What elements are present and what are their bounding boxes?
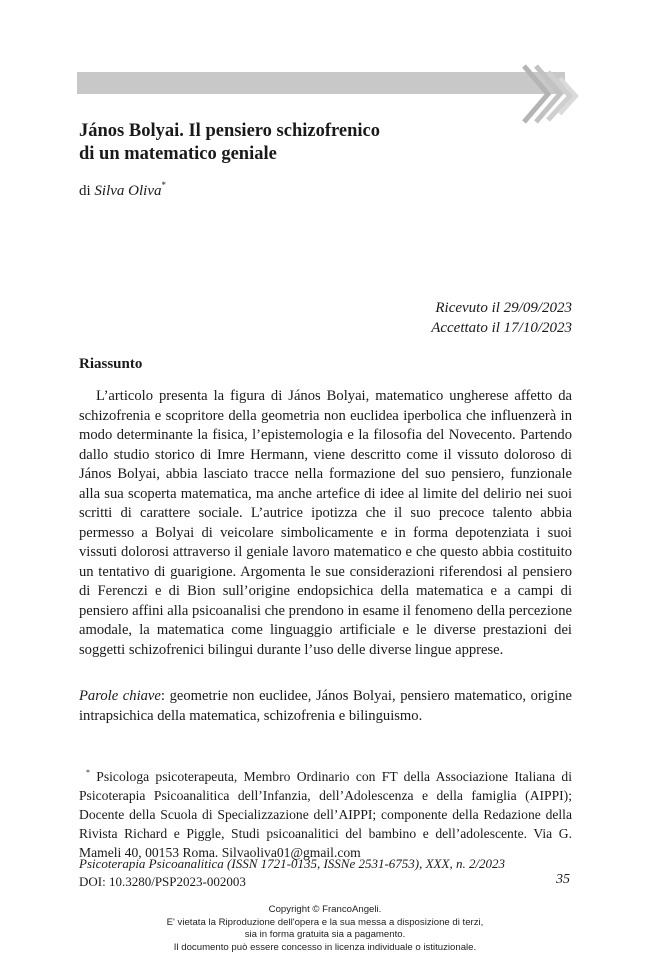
author-footnote-mark: * (161, 180, 166, 190)
header-bar (77, 72, 565, 94)
doi: DOI: 10.3280/PSP2023-002003 (79, 874, 246, 889)
author-name: Silva Oliva (94, 183, 162, 199)
footnote-mark: * (86, 768, 90, 777)
copyright-line-2: E' vietata la Riproduzione dell'opera e la sua messa a disposizione di terzi, (166, 916, 484, 928)
keywords-label: Parole chiave (79, 688, 161, 704)
abstract-text: L’articolo presenta la figura di János Bolyai, matematico ungherese affetto da schizofrenia e scopritore della geometria non euclidea iperbolica che influenzerà in modo determinante la fisica, l’epistemologia e la filosofia del Novecento. Partendo dallo studio storico di Imre Hermann, viene descritto come il vissuto doloroso di János Bolyai, abbia lasciato tracce nella formazione del suo pensiero, funzionale alla sua scoperta matematica, ma anche artefice di idee al limite del delirio nei suoi scritti di carattere sociale. L’autrice ipotizza che il suo precoce talento abbia permesso a Bolyai di veicolare simbolicamente e in forma depotenziata i suoi vissuti dolorosi attraverso il geniale lavoro matematico e che questo abbia costituito un tentativo di guarigione. Argomenta le sue considerazioni riferendosi al pensiero di Ferenczi e di Bion sull’origine endopsichica della matematica e a campi di pensiero affini alla psicoanalisi che prendono in esame il fenomeno della percezione amodale, la matematica come linguaggio artificiale e le diverse prestazioni dei soggetti schizofrenici bilingui durante l’uso delle diverse lingue apprese. (79, 388, 572, 658)
author-footnote (79, 763, 572, 862)
journal-citation: Psicoterapia Psicoanalitica (ISSN 1721-0135, ISSNe 2531-6753), XXX, n. 2/2023 (79, 856, 506, 871)
copyright-line-3: sia in forma gratuita sia a pagamento. (244, 929, 406, 940)
copyright-notice (0, 904, 650, 954)
author-prefix: di (79, 183, 95, 199)
chevron-arrows-icon (520, 64, 580, 128)
received-date: Ricevuto il 29/09/2023 (435, 300, 572, 316)
accepted-date: Accettato il 17/10/2023 (431, 320, 572, 336)
copyright-line-1: Copyright © FrancoAngeli. (268, 904, 382, 915)
footnote-text: Psicologa psicoterapeuta, Membro Ordinario con FT della Associazione Italiana di Psicoterapia Psicoanalitica dell’Infanzia, dell’Adolescenza e della famiglia (AIPPI); Docente della Scuola di Specializzazione dell’AIPPI; componente della Redazione della Rivista Richard e Piggle, Studi psicoanalitici del bambino e dell’adolescente. Via G. Mameli 40, 00153 Roma. Silvaoliva01@gmail.com (79, 769, 572, 860)
dates-block (431, 298, 572, 338)
keywords-text: : geometrie non euclidee, János Bolyai, pensiero matematico, origine intrapsichica della matematica, schizofrenia e bilinguismo. (79, 688, 572, 724)
page-number: 35 (556, 872, 570, 887)
title-line-2: di un matematico geniale (79, 144, 277, 164)
article-title (79, 120, 380, 166)
copyright-line-4: Il documento può essere concesso in licenza individuale o istituzionale. (173, 941, 477, 953)
title-line-1: János Bolyai. Il pensiero schizofrenico (79, 121, 380, 141)
author-line (79, 180, 166, 200)
abstract-heading: Riassunto (79, 356, 143, 372)
keywords (79, 687, 572, 726)
